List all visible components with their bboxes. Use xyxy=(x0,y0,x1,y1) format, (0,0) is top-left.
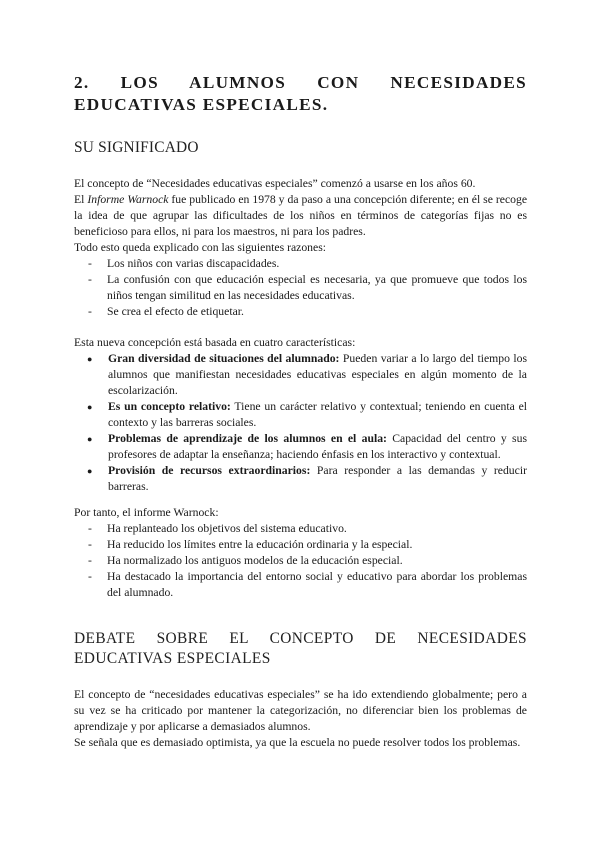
list-item xyxy=(74,256,527,272)
dash-marker: - xyxy=(88,570,92,583)
list-item xyxy=(74,272,527,304)
paragraph: Por tanto, el informe Warnock: xyxy=(74,506,219,519)
list-item-text: Tiene un carácter relativo y contextual; teniendo en cuenta el contexto y las barreras sociales. xyxy=(108,400,528,429)
list-item-text: Para responder a las demandas y reducir barreras. xyxy=(108,464,527,493)
list-item xyxy=(74,553,527,569)
list-item xyxy=(74,431,527,463)
paragraph: El concepto de “necesidades educativas especiales” se ha ido extendiendo globalmente; pero a su vez se ha criticado por mantener la categorización, no diferenciar bien los problemas de aprendizaje y por aplicarse a demasiados alumnos. xyxy=(74,688,527,733)
chapter-title: 2. LOS ALUMNOS CON NECESIDADES EDUCATIVAS ESPECIALES. xyxy=(74,73,527,114)
bullet-marker: ● xyxy=(87,466,93,476)
list-item-text: Ha destacado la importancia del entorno social y educativo para abordar los problemas del alumnado. xyxy=(107,570,527,599)
list-item xyxy=(74,463,527,495)
bullet-marker: ● xyxy=(87,434,93,444)
dash-marker: - xyxy=(88,554,92,567)
section-heading-debate: DEBATE SOBRE EL CONCEPTO DE NECESIDADES EDUCATIVAS ESPECIALES xyxy=(74,630,527,667)
list-item xyxy=(74,304,527,320)
text-span: fue publicado en 1978 y da paso a una concepción diferente; en él se recoge la idea de que agrupar las dificultades de los niños en términos de categorías fijas no es beneficioso para ellos, ni para los maestros, ni para los padres. xyxy=(74,193,528,238)
list-item xyxy=(74,521,527,537)
list-item-text: La confusión con que educación especial es necesaria, ya que promueve que todos los niños tengan similitud en las necesidades educativas. xyxy=(107,273,527,302)
dash-marker: - xyxy=(88,305,92,318)
list-item-lead: Provisión de recursos extraordinarios: xyxy=(108,464,311,477)
features-list xyxy=(74,351,527,495)
dash-marker: - xyxy=(88,273,92,286)
outcomes-list xyxy=(74,521,527,601)
section-heading-significado: SU SIGNIFICADO xyxy=(74,139,199,156)
list-item xyxy=(74,537,527,553)
bullet-marker: ● xyxy=(87,354,93,364)
list-item xyxy=(74,569,527,601)
dash-marker: - xyxy=(88,257,92,270)
list-item-text: Ha normalizado los antiguos modelos de la educación especial. xyxy=(107,554,403,567)
paragraph: Todo esto queda explicado con las siguientes razones: xyxy=(74,241,327,254)
list-item-text: Capacidad del centro y sus profesores de adaptar la enseñanza; haciendo énfasis en los interactivo y contextual. xyxy=(108,432,527,461)
list-item xyxy=(74,351,527,399)
list-item-lead: Es un concepto relativo: xyxy=(108,400,231,413)
list-item-text: Ha reducido los límites entre la educación ordinaria y la especial. xyxy=(107,538,413,551)
list-item-text: Los niños con varias discapacidades. xyxy=(107,257,280,270)
paragraph: Esta nueva concepción está basada en cuatro características: xyxy=(74,336,356,349)
list-item-text: Se crea el efecto de etiquetar. xyxy=(107,305,244,318)
paragraph: Se señala que es demasiado optimista, ya que la escuela no puede resolver todos los problemas. xyxy=(74,736,521,749)
dash-marker: - xyxy=(88,538,92,551)
text-span: El xyxy=(74,193,88,206)
reasons-list xyxy=(74,256,527,320)
dash-marker: - xyxy=(88,522,92,535)
italic-text: Informe Warnock xyxy=(87,193,169,206)
list-item-text: Ha replanteado los objetivos del sistema educativo. xyxy=(107,522,347,535)
list-item-lead: Gran diversidad de situaciones del alumnado: xyxy=(108,352,340,365)
list-item xyxy=(74,399,527,431)
paragraph: El concepto de “Necesidades educativas especiales” comenzó a usarse en los años 60. xyxy=(74,177,476,190)
bullet-marker: ● xyxy=(87,402,93,412)
paragraph-warnock xyxy=(74,192,527,240)
list-item-text: Pueden variar a lo largo del tiempo los alumnos que manifiestan necesidades educativas especiales en algún momento de la escolarización. xyxy=(108,352,527,397)
list-item-lead: Problemas de aprendizaje de los alumnos en el aula: xyxy=(108,432,387,445)
